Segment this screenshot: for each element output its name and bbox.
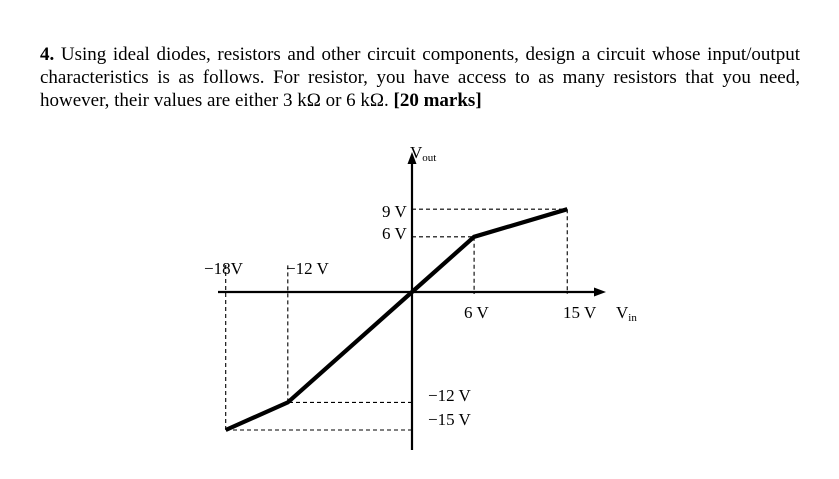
tick-label-x-neg18: −18V xyxy=(204,259,243,278)
tick-label-x-neg12: −12 V xyxy=(286,259,329,278)
tick-label-y-6: 6 V xyxy=(382,224,407,243)
x-axis-label: $V_{in}$ xyxy=(616,303,637,324)
tick-label-y-9: 9 V xyxy=(382,202,407,221)
tick-label-y-neg12: −12 V xyxy=(428,386,471,405)
tick-label-y-neg15: −15 V xyxy=(428,410,471,429)
x-axis-arrow-icon xyxy=(594,288,606,297)
question-marks: [20 marks] xyxy=(393,90,482,111)
question-body: Using ideal diodes, resistors and other circuit components, design a circuit whose input/output characteristics is as follows. For resistor, you have access to as many resistors that you need, however, their values are either 3 kΩ or 6 kΩ. xyxy=(40,44,800,111)
tick-label-x-15: 15 V xyxy=(563,303,597,322)
question-number: 4. xyxy=(40,44,55,65)
y-axis-label: $V_{out}$ xyxy=(410,143,437,164)
tick-label-x-6: 6 V xyxy=(464,303,489,322)
